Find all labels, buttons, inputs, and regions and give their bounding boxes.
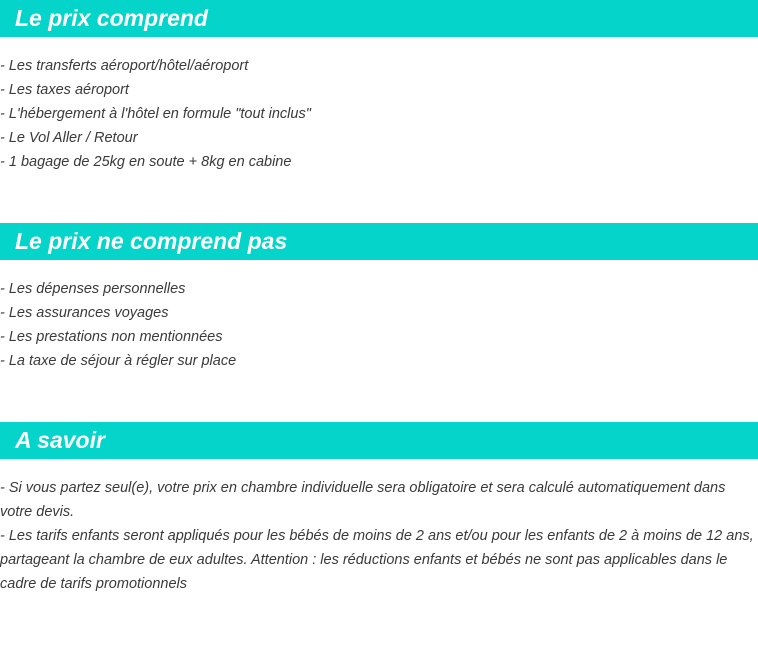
list-item: - L'hébergement à l'hôtel en formule "tout inclus" (0, 106, 311, 122)
list-item: - Les taxes aéroport (0, 82, 129, 98)
included-list (0, 54, 758, 174)
list-item: - Les dépenses personnelles (0, 281, 186, 297)
list-item: - Les tarifs enfants seront appliqués pour les bébés de moins de 2 ans et/ou pour les enfants de 2 à moins de 12 ans, partageant la chambre de eux adultes. Attention : les réductions enfants et bébés ne sont pas applicables dans le cadre de tarifs promotionnels (0, 528, 754, 592)
list-item: - Les prestations non mentionnées (0, 329, 223, 345)
section-included (0, 0, 758, 174)
section-title-included: Le prix comprend (0, 0, 758, 37)
section-not-included (0, 223, 758, 373)
section-title-not-included: Le prix ne comprend pas (0, 223, 758, 260)
good-to-know-list (0, 476, 758, 596)
list-item: - Les transferts aéroport/hôtel/aéroport (0, 58, 249, 74)
not-included-list (0, 277, 758, 373)
list-item: - Si vous partez seul(e), votre prix en chambre individuelle sera obligatoire et sera calculé automatiquement dans votre devis. (0, 480, 726, 520)
section-title-good-to-know: A savoir (0, 422, 758, 459)
list-item: - La taxe de séjour à régler sur place (0, 353, 237, 369)
list-item: - Les assurances voyages (0, 305, 169, 321)
section-good-to-know (0, 422, 758, 596)
list-item: - Le Vol Aller / Retour (0, 130, 138, 146)
list-item: - 1 bagage de 25kg en soute + 8kg en cabine (0, 154, 292, 170)
